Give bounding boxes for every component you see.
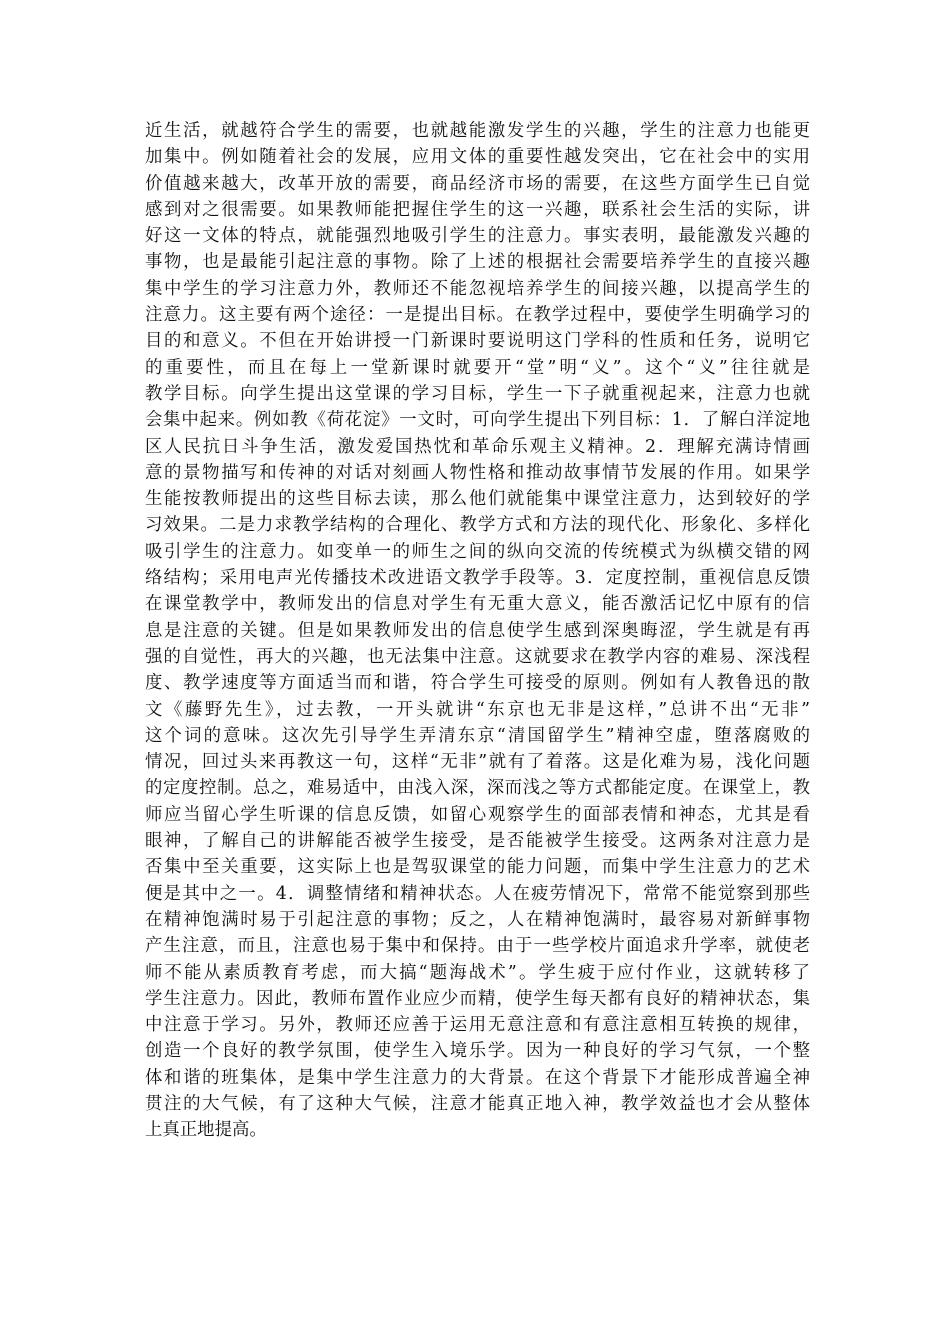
text-line-35: 中注意于学习。另外，教师还应善于运用无意注意和有意注意相互转换的规律， xyxy=(145,1015,810,1036)
text-line-37: 体和谐的班集体，是集中学生注意力的大背景。在这个背景下才能形成普遍全神 xyxy=(145,1067,810,1088)
text-line-15: 生能按教师提出的这些目标去读，那么他们就能集中课堂注意力，达到较好的学 xyxy=(145,489,810,510)
text-line-2: 加集中。例如随着社会的发展，应用文体的重要性越发突出，它在社会中的实用 xyxy=(145,147,810,168)
text-line-31: 在精神饱满时易于引起注意的事物；反之，人在精神饱满时，最容易对新鲜事物 xyxy=(145,909,810,930)
text-line-22: 度、教学速度等方面适当而和谐，符合学生可接受的原则。例如有人教鲁迅的散 xyxy=(145,673,810,694)
text-line-13: 区人民抗日斗争生活，激发爱国热忱和革命乐观主义精神。2．理解充满诗情画 xyxy=(145,436,810,457)
text-line-18: 络结构；采用电声光传播技术改进语文教学手段等。3．定度控制，重视信息反馈 xyxy=(145,568,810,589)
text-line-29: 否集中至关重要，这实际上也是驾驭课堂的能力问题，而集中学生注意力的艺术 xyxy=(145,857,810,878)
text-line-38: 贯注的大气候，有了这种大气候，注意才能真正地入神，教学效益也才会从整体 xyxy=(145,1093,810,1114)
text-line-9: 目的和意义。不但在开始讲授一门新课时要说明这门学科的性质和任务，说明它 xyxy=(145,331,810,352)
body-text xyxy=(145,118,810,1144)
text-line-14: 意的景物描写和传神的对话对刻画人物性格和推动故事情节发展的作用。如果学 xyxy=(145,462,810,483)
text-line-12: 会集中起来。例如教《荷花淀》一文时，可向学生提出下列目标：1．了解白洋淀地 xyxy=(145,410,810,431)
text-line-1: 近生活，就越符合学生的需要，也就越能激发学生的兴趣，学生的注意力也能更 xyxy=(145,121,810,141)
text-line-30: 便是其中之一。4．调整情绪和精神状态。人在疲劳情况下，常常不能觉察到那些 xyxy=(145,883,810,904)
text-line-21: 强的自觉性，再大的兴趣，也无法集中注意。这就要求在教学内容的难易、深浅程 xyxy=(145,646,810,667)
text-line-36: 创造一个良好的教学氛围，使学生入境乐学。因为一种良好的学习气氛，一个整 xyxy=(145,1041,810,1062)
text-line-20: 息是注意的关键。但是如果教师发出的信息使学生感到深奥晦涩，学生就是有再 xyxy=(145,620,810,641)
text-line-8: 注意力。这主要有两个途径：一是提出目标。在教学过程中，要使学生明确学习的 xyxy=(145,305,810,326)
text-line-7: 集中学生的学习注意力外，教师还不能忽视培养学生的间接兴趣，以提高学生的 xyxy=(145,278,810,299)
text-line-3: 价值越来越大，改革开放的需要，商品经济市场的需要，在这些方面学生已自觉 xyxy=(145,173,810,194)
text-line-24: 这个词的意味。这次先引导学生弄清东京“清国留学生”精神空虚，堕落腐败的 xyxy=(145,725,810,746)
text-line-32: 产生注意，而且，注意也易于集中和保持。由于一些学校片面追求升学率，就使老 xyxy=(145,936,810,957)
text-line-11: 教学目标。向学生提出这堂课的学习目标，学生一下子就重视起来，注意力也就 xyxy=(145,383,810,404)
text-line-34: 学生注意力。因此，教师布置作业应少而精，使学生每天都有良好的精神状态，集 xyxy=(145,988,810,1009)
text-line-28: 眼神，了解自己的讲解能否被学生接受，是否能被学生接受。这两条对注意力是 xyxy=(145,831,810,852)
text-line-17: 吸引学生的注意力。如变单一的师生之间的纵向交流的传统模式为纵横交错的网 xyxy=(145,541,810,562)
text-line-6: 事物，也是最能引起注意的事物。除了上述的根据社会需要培养学生的直接兴趣 xyxy=(145,252,810,273)
text-line-16: 习效果。二是力求教学结构的合理化、教学方式和方法的现代化、形象化、多样化 xyxy=(145,515,810,536)
text-line-5: 好这一文体的特点，就能强烈地吸引学生的注意力。事实表明，最能激发兴趣的 xyxy=(145,226,810,247)
text-line-39: 上真正地提高。 xyxy=(145,1120,267,1141)
text-line-27: 师应当留心学生听课的信息反馈，如留心观察学生的面部表情和神态，尤其是看 xyxy=(145,804,810,825)
text-line-4: 感到对之很需要。如果教师能把握住学生的这一兴趣，联系社会生活的实际，讲 xyxy=(145,199,810,220)
text-line-10: 的重要性，而且在每上一堂新课时就要开“堂”明“义”。这个“义”往往就是 xyxy=(145,357,810,378)
text-line-25: 情况，回过头来再教这一句，这样“无非”就有了着落。这是化难为易，浅化问题 xyxy=(145,752,810,773)
text-line-26: 的定度控制。总之，难易适中，由浅入深，深而浅之等方式都能定度。在课堂上，教 xyxy=(145,778,810,799)
text-line-19: 在课堂教学中，教师发出的信息对学生有无重大意义，能否激活记忆中原有的信 xyxy=(145,594,810,615)
text-line-23: 文《藤野先生》，过去教，一开头就讲“东京也无非是这样，”总讲不出“无非” xyxy=(145,699,810,720)
text-line-33: 师不能从素质教育考虑，而大搞“题海战术”。学生疲于应付作业，这就转移了 xyxy=(145,962,810,983)
